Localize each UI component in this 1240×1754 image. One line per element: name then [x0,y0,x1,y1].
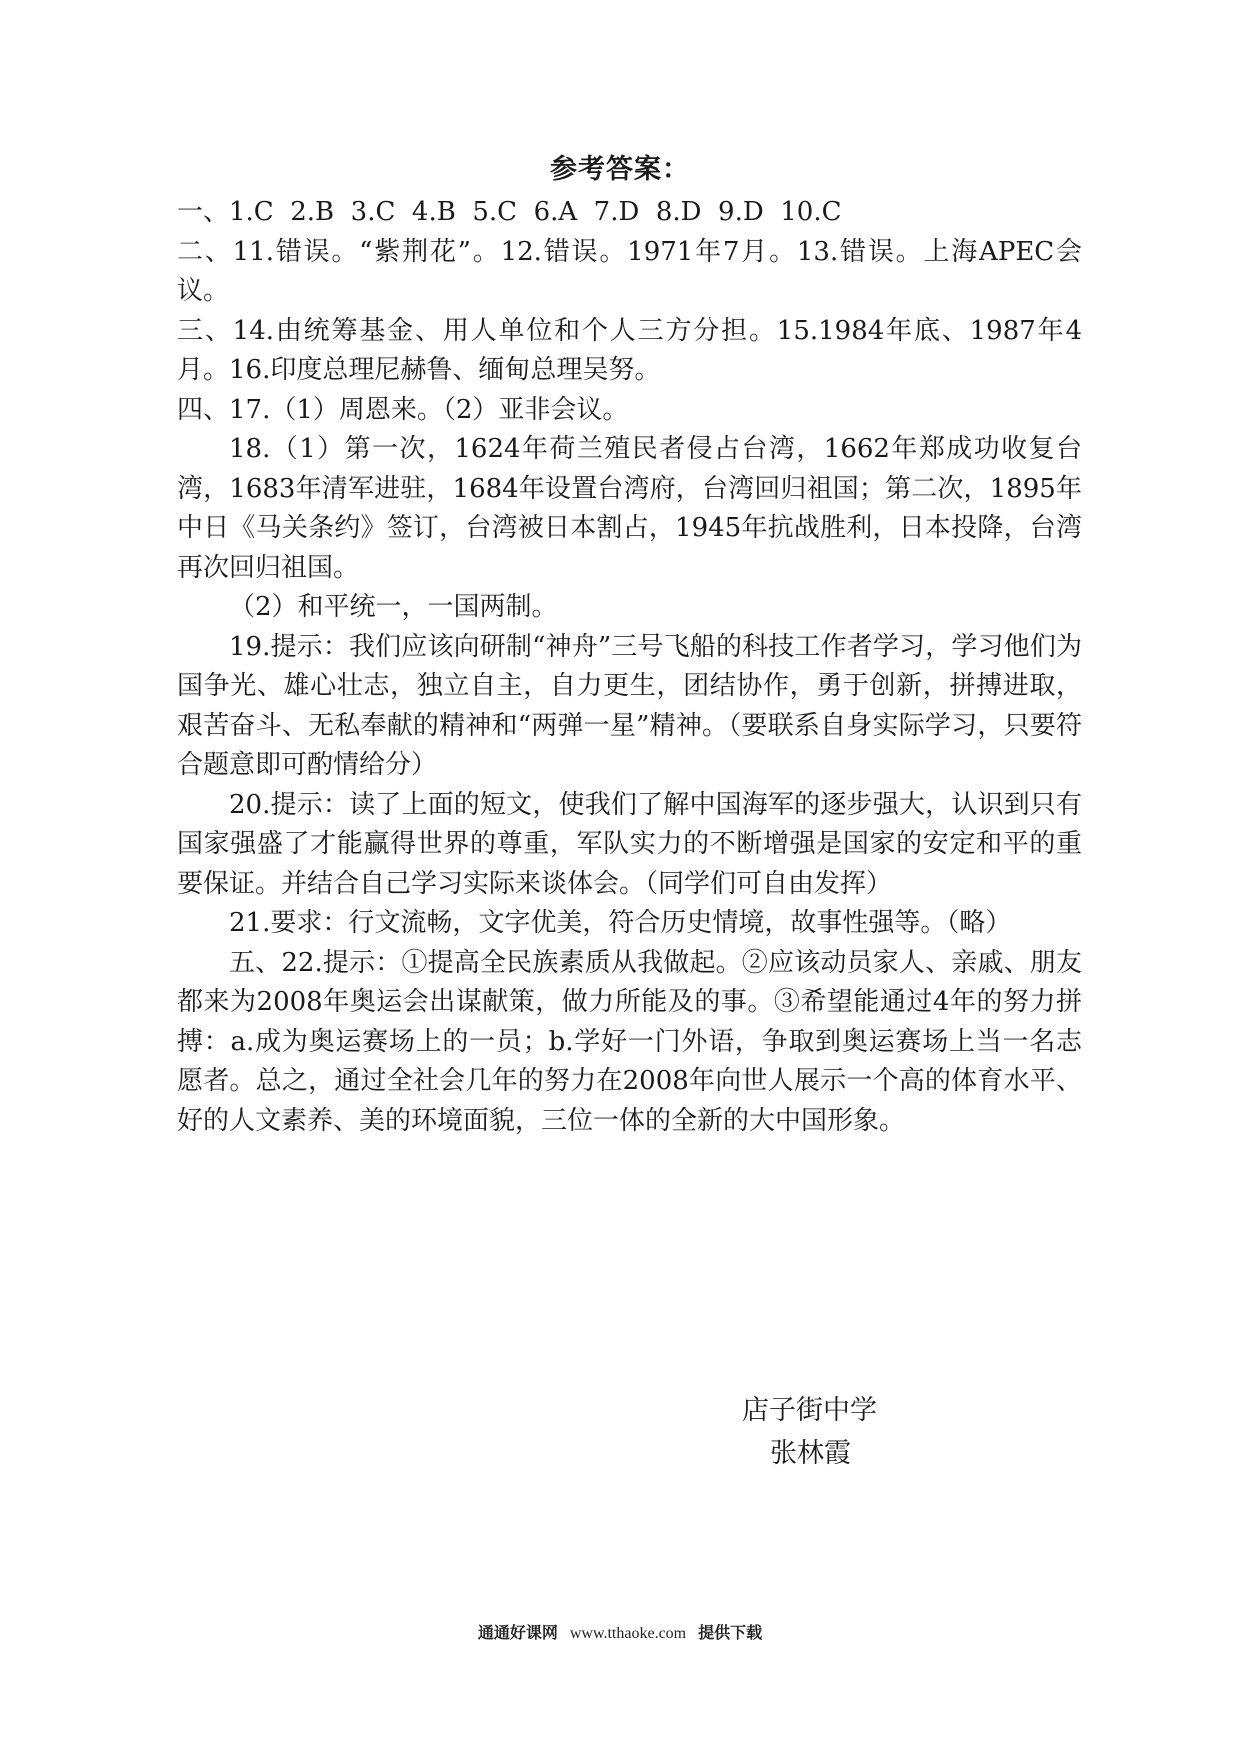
footer-url: www.tthaoke.com [569,1625,687,1642]
signature-name: 张林霞 [770,1438,851,1469]
answer-key-title: 参考答案： [550,154,690,185]
answer-content [177,193,1082,1141]
answer-section-2-true-false: 二、11.错误。“紫荆花”。12.错误。1971年7月。13.错误。上海APEC会议。 [177,236,1082,306]
author-signature [742,1389,942,1475]
answer-q18-part1: 18.（1）第一次，1624年荷兰殖民者侵占台湾，1662年郑成功收复台湾，1683年清军进驻，1684年设置台湾府，台湾回归祖国；第二次，1895年中日《马关条约》签订，台湾被日本割占，1945年抗战胜利，日本投降，台湾再次回归祖国。 [177,434,1082,583]
answer-section-1-multiple-choice: 一、1.C 2.B 3.C 4.B 5.C 6.A 7.D 8.D 9.D 10.C [177,197,842,227]
answer-section-4-q17: 四、17.（1）周恩来。（2）亚非会议。 [177,394,629,425]
footer-provide-text: 提供下载 [698,1625,763,1642]
page-footer [0,1623,1240,1645]
answer-q21: 21.要求：行文流畅，文字优美，符合历史情境，故事性强等。（略） [229,908,1012,938]
answer-section-3-fill-blank: 三、14.由统筹基金、用人单位和个人三方分担。15.1984年底、1987年4月。16.印度总理尼赫鲁、缅甸总理吴努。 [177,315,1082,385]
answer-q20: 20.提示：读了上面的短文，使我们了解中国海军的逐步强大，认识到只有国家强盛了才能赢得世界的尊重，军队实力的不断增强是国家的安定和平的重要保证。并结合自己学习实际来谈体会。（同学们可自由发挥） [177,789,1082,899]
answer-section-5-q22: 五、22.提示：①提高全民族素质从我做起。②应该动员家人、亲戚、朋友都来为2008年奥运会出谋献策，做力所能及的事。③希望能通过4年的努力拼搏：a.成为奥运赛场上的一员；b.学好一门外语，争取到奥运赛场上当一名志愿者。总之，通过全社会几年的努力在2008年向世人展示一个高的体育水平、好的人文素养、美的环境面貌，三位一体的全新的大中国形象。 [177,947,1082,1136]
footer-site-name: 通通好课网 [477,1625,558,1642]
answer-q19: 19.提示：我们应该向研制“神舟”三号飞船的科技工作者学习，学习他们为国争光、雄心壮志，独立自主，自力更生，团结协作，勇于创新，拼搏进取，艰苦奋斗、无私奉献的精神和“两弹一星”精神。（要联系自身实际学习，只要符合题意即可酌情给分） [177,631,1082,780]
answer-q18-part2: （2）和平统一，一国两制。 [229,592,558,622]
signature-school: 店子街中学 [742,1395,877,1426]
